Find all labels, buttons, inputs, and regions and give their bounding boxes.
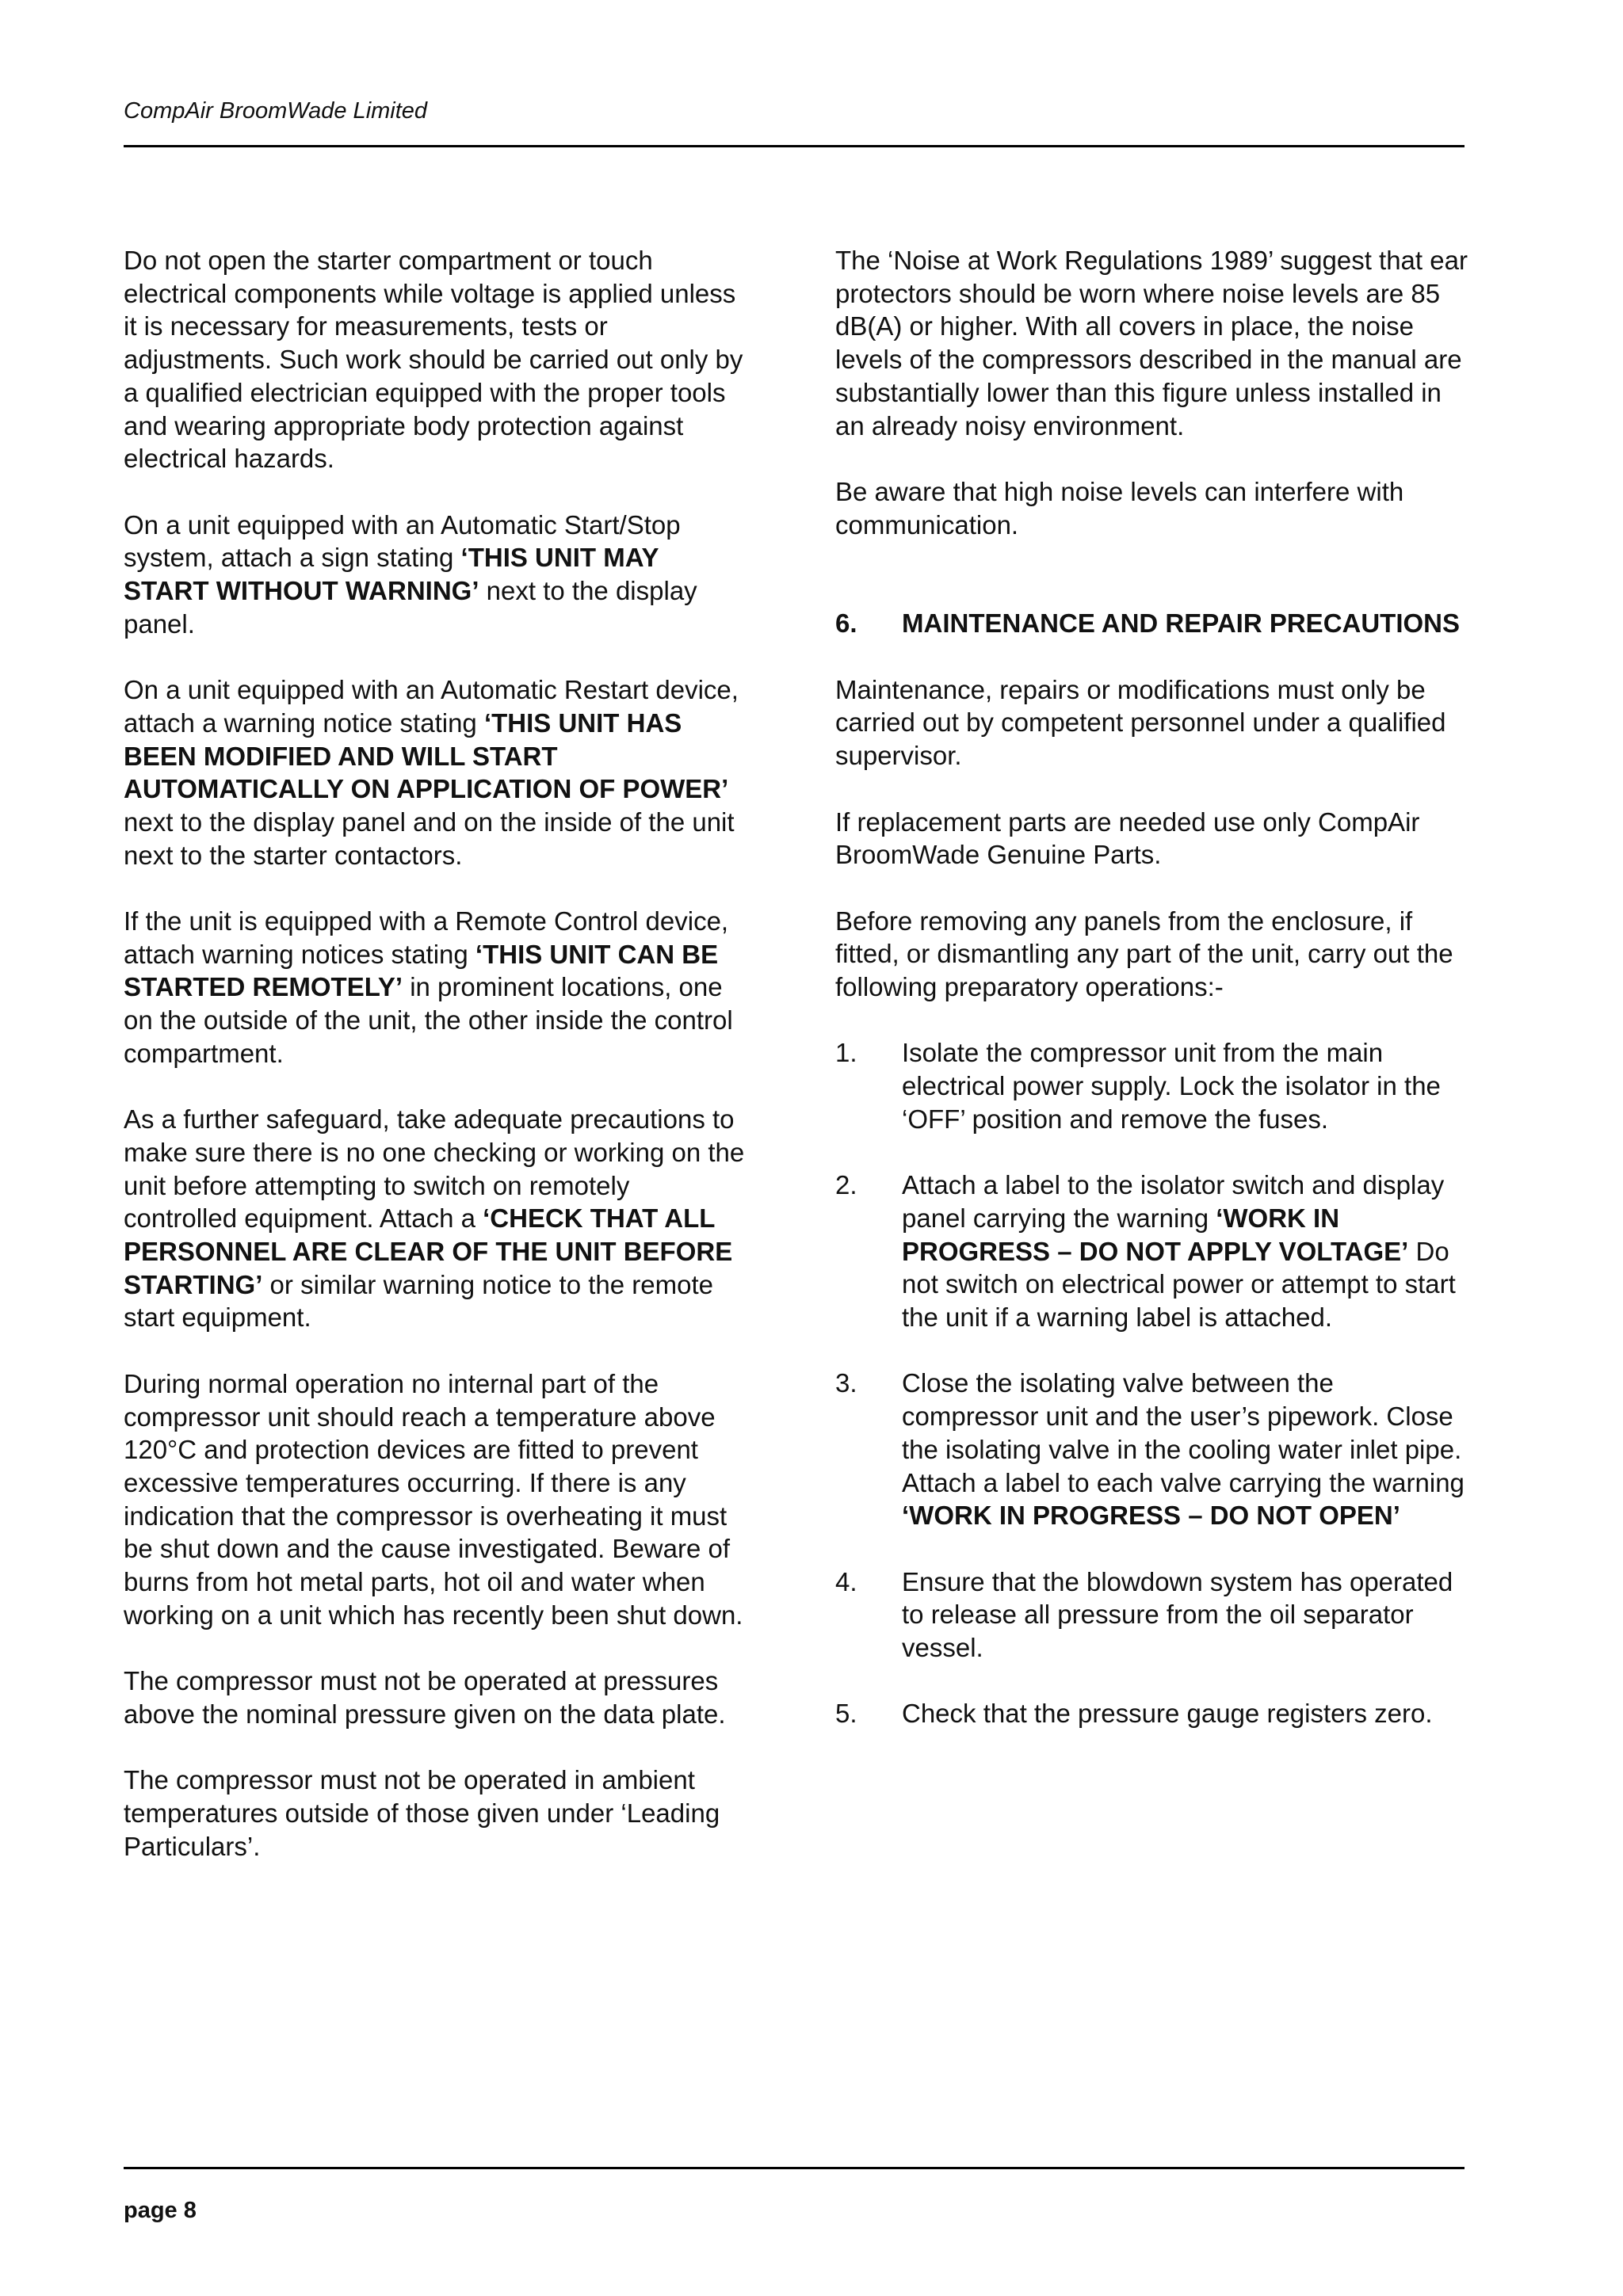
step-number: 3. — [835, 1368, 857, 1398]
paragraph-auto-start-stop — [124, 509, 750, 641]
list-item — [835, 1169, 1469, 1334]
paragraph-noise-regulations: The ‘Noise at Work Regulations 1989’ suggest that ear protectors should be worn where noise levels are 85 dB(A) or higher. With all covers in place, the noise levels of the compressors described in the manual are substantially lower than this figure unless installed in an already noisy environment. — [835, 246, 1468, 441]
step-text — [902, 1036, 1469, 1135]
step-text — [902, 1566, 1469, 1665]
paragraph-text: Attach a label to the isolator switch and display panel carrying the warning — [902, 1170, 1445, 1233]
list-item — [835, 1367, 1469, 1532]
paragraph-remote-control — [124, 905, 750, 1070]
paragraph-auto-restart — [124, 673, 750, 871]
paragraph-genuine-parts: If replacement parts are needed use only CompAir BroomWade Genuine Parts. — [835, 807, 1420, 870]
step-text — [902, 1367, 1469, 1532]
header-company-name: CompAir BroomWade Limited — [124, 98, 428, 124]
paragraph-text: Do not switch on electrical power or attempt to start the unit if a warning label is attached. — [902, 1236, 1456, 1332]
paragraph-text: next to the display panel and on the inside of the unit next to the starter contactors. — [124, 807, 735, 870]
right-column — [835, 244, 1469, 1764]
paragraph-text: next to the display panel. — [124, 576, 697, 639]
paragraph-text: On a unit equipped with an Automatic Start/Stop system, attach a sign stating — [124, 509, 681, 573]
step-number: 4. — [835, 1566, 857, 1596]
paragraph-text: If the unit is equipped with a Remote Control device, attach warning notices stating — [124, 906, 729, 969]
paragraph-competent-personnel: Maintenance, repairs or modifications must only be carried out by competent personnel under a qualified supervisor. — [835, 674, 1446, 771]
warning-text: ‘WORK IN PROGRESS – DO NOT OPEN’ — [902, 1501, 1400, 1531]
warning-text: ‘THIS UNIT MAY START WITHOUT WARNING’ — [124, 543, 659, 606]
step-text — [902, 1697, 1469, 1730]
section-number: 6. — [835, 608, 857, 639]
paragraph-pressure-limit: The compressor must not be operated at pressures above the nominal pressure given on the data plate. — [124, 1666, 726, 1729]
section-heading — [835, 607, 1469, 640]
footer-rule — [124, 2167, 1465, 2169]
step-number: 5. — [835, 1699, 857, 1729]
paragraph-noise-communication: Be aware that high noise levels can interfere with communication. — [835, 476, 1404, 540]
paragraph-text: As a further safeguard, take adequate precautions to make sure there is no one checking or working on the unit before attempting to switch on remotely controlled equipment. Attach a — [124, 1104, 745, 1234]
list-item — [835, 1697, 1469, 1730]
warning-text: ‘WORK IN PROGRESS – DO NOT APPLY VOLTAGE’ — [902, 1203, 1409, 1266]
step-number: 2. — [835, 1170, 857, 1200]
paragraph-text: or similar warning notice to the remote start equipment. — [124, 1269, 713, 1333]
paragraph-text: in prominent locations, one on the outside of the unit, the other inside the control compartment. — [124, 972, 733, 1068]
paragraph-electrical-safety: Do not open the starter compartment or touch electrical components while voltage is applied unless it is necessary for measurements, tests or adjustments. Such work should be carried out only by a qualified electrician equipped with the proper tools and wearing appropriate body protection against electrical hazards. — [124, 246, 743, 474]
step-number: 1. — [835, 1038, 857, 1068]
warning-text: ‘CHECK THAT ALL PERSONNEL ARE CLEAR OF THE UNIT BEFORE STARTING’ — [124, 1203, 733, 1299]
paragraph-preparatory-operations: Before removing any panels from the enclosure, if fitted, or dismantling any part of the unit, carry out the following preparatory operations:- — [835, 906, 1453, 1001]
step-text — [902, 1169, 1469, 1334]
paragraph-text: Ensure that the blowdown system has operated to release all pressure from the oil separator vessel. — [902, 1566, 1453, 1662]
list-item — [835, 1566, 1469, 1665]
page-number: page 8 — [124, 2198, 197, 2223]
section-title: MAINTENANCE AND REPAIR PRECAUTIONS — [902, 608, 1461, 639]
list-item — [835, 1036, 1469, 1135]
paragraph-text: Check that the pressure gauge registers zero. — [902, 1699, 1433, 1729]
header-rule — [124, 145, 1465, 147]
warning-text: ‘THIS UNIT HAS BEEN MODIFIED AND WILL START AUTOMATICALLY ON APPLICATION OF POWER’ — [124, 707, 729, 804]
paragraph-safeguard — [124, 1103, 750, 1334]
paragraph-text: Isolate the compressor unit from the main electrical power supply. Lock the isolator in the ‘OFF’ position and remove the fuses. — [902, 1038, 1441, 1134]
warning-text: ‘THIS UNIT CAN BE STARTED REMOTELY’ — [124, 939, 719, 1002]
paragraph-ambient-limit: The compressor must not be operated in ambient temperatures outside of those given under ‘Leading Particulars’. — [124, 1765, 720, 1861]
paragraph-text: Close the isolating valve between the compressor unit and the user’s pipework. Close the isolating valve in the cooling water inlet pipe. Attach a label to each valve carrying the warning — [902, 1368, 1465, 1497]
left-column — [124, 244, 750, 1896]
paragraph-text: On a unit equipped with an Automatic Restart device, attach a warning notice stating — [124, 675, 739, 738]
paragraph-temperature: During normal operation no internal part of the compressor unit should reach a temperature above 120°C and protection devices are fitted to prevent excessive temperatures occurring. If there is any indication that the compressor is overheating it must be shut down and the cause investigated. Beware of burns from hot metal parts, hot oil and water when working on a unit which has recently been shut down. — [124, 1368, 743, 1630]
